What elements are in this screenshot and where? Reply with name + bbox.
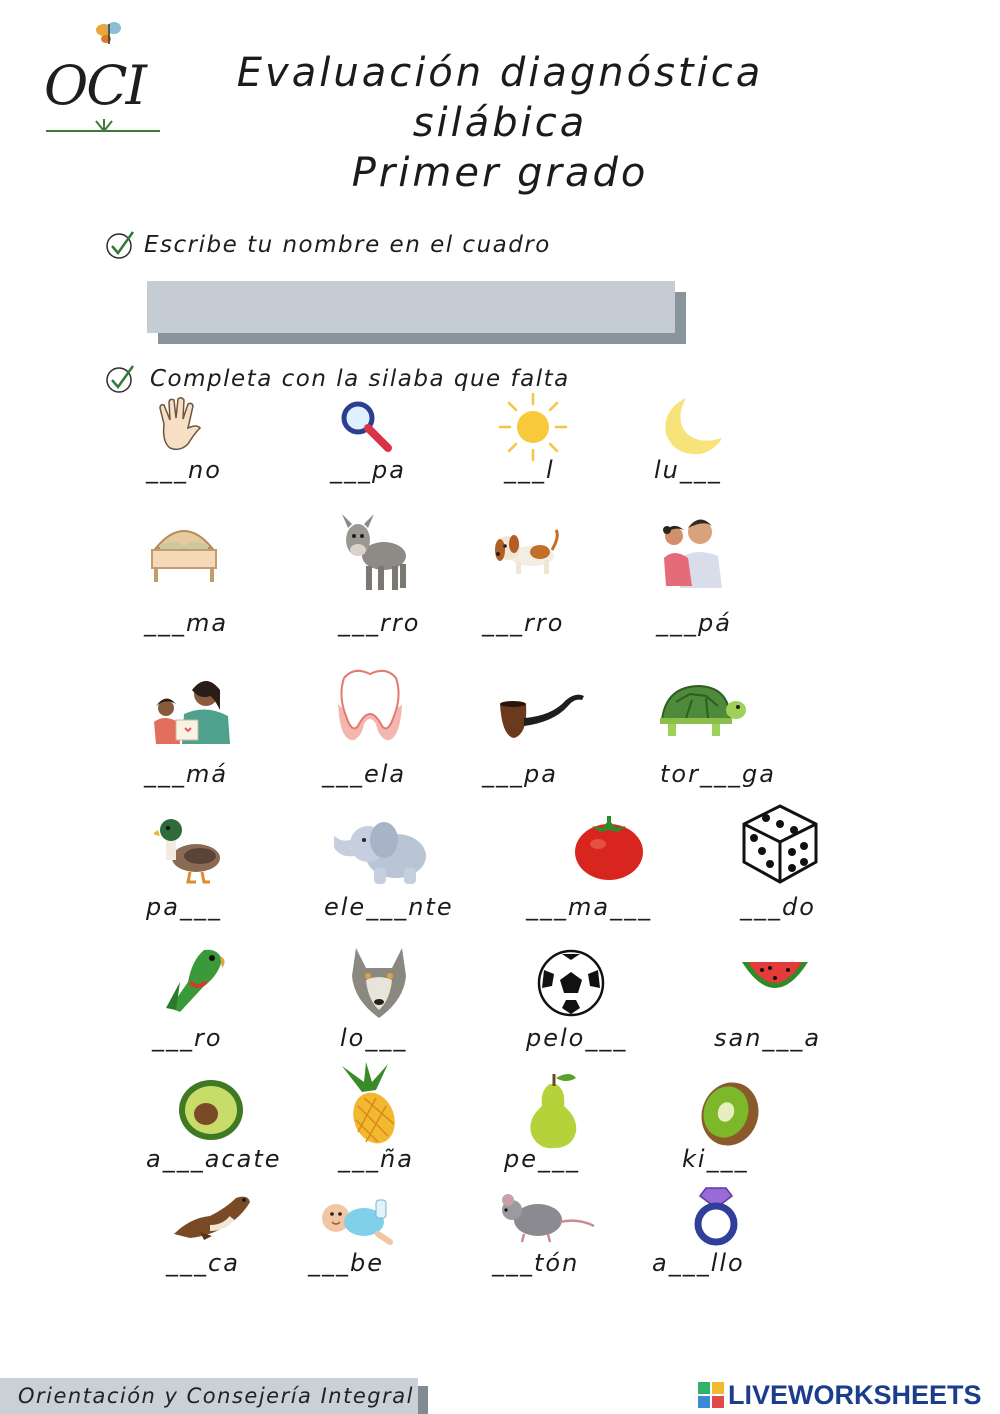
liveworksheets-brand[interactable] bbox=[698, 1380, 982, 1410]
tooth-icon bbox=[334, 664, 406, 744]
logo-underline bbox=[46, 130, 160, 132]
word-blank[interactable]: ___pá bbox=[656, 609, 732, 637]
sun-icon bbox=[498, 392, 568, 462]
moon-icon bbox=[656, 394, 724, 458]
title-line-2: silábica bbox=[412, 100, 588, 146]
word-blank[interactable]: ___ña bbox=[338, 1145, 414, 1173]
word-blank[interactable]: ___má bbox=[144, 760, 229, 788]
dog-icon bbox=[490, 526, 560, 578]
wolf-icon bbox=[346, 946, 412, 1022]
bed-icon bbox=[148, 518, 220, 586]
title-line-1: Evaluación diagnóstica bbox=[236, 50, 764, 96]
word-blank[interactable]: ___no bbox=[146, 456, 222, 484]
seal-icon bbox=[170, 1188, 254, 1240]
dice-icon bbox=[740, 804, 820, 884]
liveworksheets-text: LIVEWORKSHEETS bbox=[728, 1379, 982, 1410]
word-blank[interactable]: ele___nte bbox=[324, 893, 454, 921]
word-blank[interactable]: lo___ bbox=[340, 1024, 408, 1052]
word-blank[interactable]: ___do bbox=[740, 893, 816, 921]
kiwi-icon bbox=[698, 1078, 760, 1148]
logo-text: OCI bbox=[44, 54, 145, 117]
pipe-icon bbox=[496, 690, 586, 742]
tomato-icon bbox=[572, 814, 646, 882]
duck-icon bbox=[154, 814, 226, 886]
word-blank[interactable]: a___acate bbox=[146, 1145, 282, 1173]
pineapple-icon bbox=[336, 1062, 402, 1146]
word-blank[interactable]: ___rro bbox=[338, 609, 421, 637]
word-blank[interactable]: ___tón bbox=[492, 1249, 580, 1277]
word-blank[interactable]: ___ma___ bbox=[526, 893, 653, 921]
word-blank[interactable]: pelo___ bbox=[526, 1024, 628, 1052]
instruction-name bbox=[104, 229, 551, 261]
magnifier-icon bbox=[338, 398, 396, 456]
word-blank[interactable]: pa___ bbox=[146, 893, 222, 921]
word-blank[interactable]: a___llo bbox=[652, 1249, 745, 1277]
butterfly-icon bbox=[94, 18, 124, 48]
checkmark-icon bbox=[104, 229, 136, 261]
instruction-name-text: Escribe tu nombre en el cuadro bbox=[144, 232, 551, 258]
liveworksheets-logo-icon bbox=[698, 1382, 724, 1408]
instruction-complete-text: Completa con la silaba que falta bbox=[150, 366, 570, 392]
parrot-icon bbox=[160, 942, 228, 1016]
oci-logo bbox=[40, 18, 165, 138]
baby-icon bbox=[316, 1192, 394, 1246]
name-input[interactable] bbox=[147, 281, 675, 333]
footer-text: Orientación y Consejería Integral bbox=[18, 1384, 414, 1408]
word-blank[interactable]: ___rro bbox=[482, 609, 565, 637]
watermelon-icon bbox=[740, 956, 810, 1006]
checkmark-icon bbox=[104, 363, 136, 395]
word-blank[interactable]: ___ela bbox=[322, 760, 407, 788]
word-blank[interactable]: ___ro bbox=[152, 1024, 223, 1052]
ring-icon bbox=[690, 1184, 742, 1246]
word-blank[interactable]: ___ca bbox=[166, 1249, 240, 1277]
pear-icon bbox=[524, 1070, 582, 1150]
dad-icon bbox=[658, 508, 726, 588]
word-blank[interactable]: tor___ga bbox=[660, 760, 776, 788]
mouse-icon bbox=[498, 1188, 596, 1244]
word-blank[interactable]: ___ma bbox=[144, 609, 229, 637]
word-blank[interactable]: san___a bbox=[714, 1024, 822, 1052]
turtle-icon bbox=[656, 680, 746, 742]
donkey-icon bbox=[336, 512, 410, 594]
word-blank[interactable]: ___pa bbox=[330, 456, 406, 484]
word-blank[interactable]: pe___ bbox=[504, 1145, 580, 1173]
title-line-3: Primer grado bbox=[351, 150, 649, 196]
soccer-ball-icon bbox=[536, 948, 606, 1018]
page-title bbox=[200, 48, 800, 198]
word-blank[interactable]: ___pa bbox=[482, 760, 558, 788]
word-blank[interactable]: ___be bbox=[308, 1249, 384, 1277]
avocado-icon bbox=[176, 1076, 246, 1144]
word-blank[interactable]: ___l bbox=[504, 456, 555, 484]
instruction-complete bbox=[104, 363, 570, 395]
hand-icon bbox=[150, 394, 210, 454]
mom-icon bbox=[150, 670, 232, 744]
word-blank[interactable]: ki___ bbox=[682, 1145, 749, 1173]
elephant-icon bbox=[334, 816, 434, 888]
word-blank[interactable]: lu___ bbox=[654, 456, 722, 484]
